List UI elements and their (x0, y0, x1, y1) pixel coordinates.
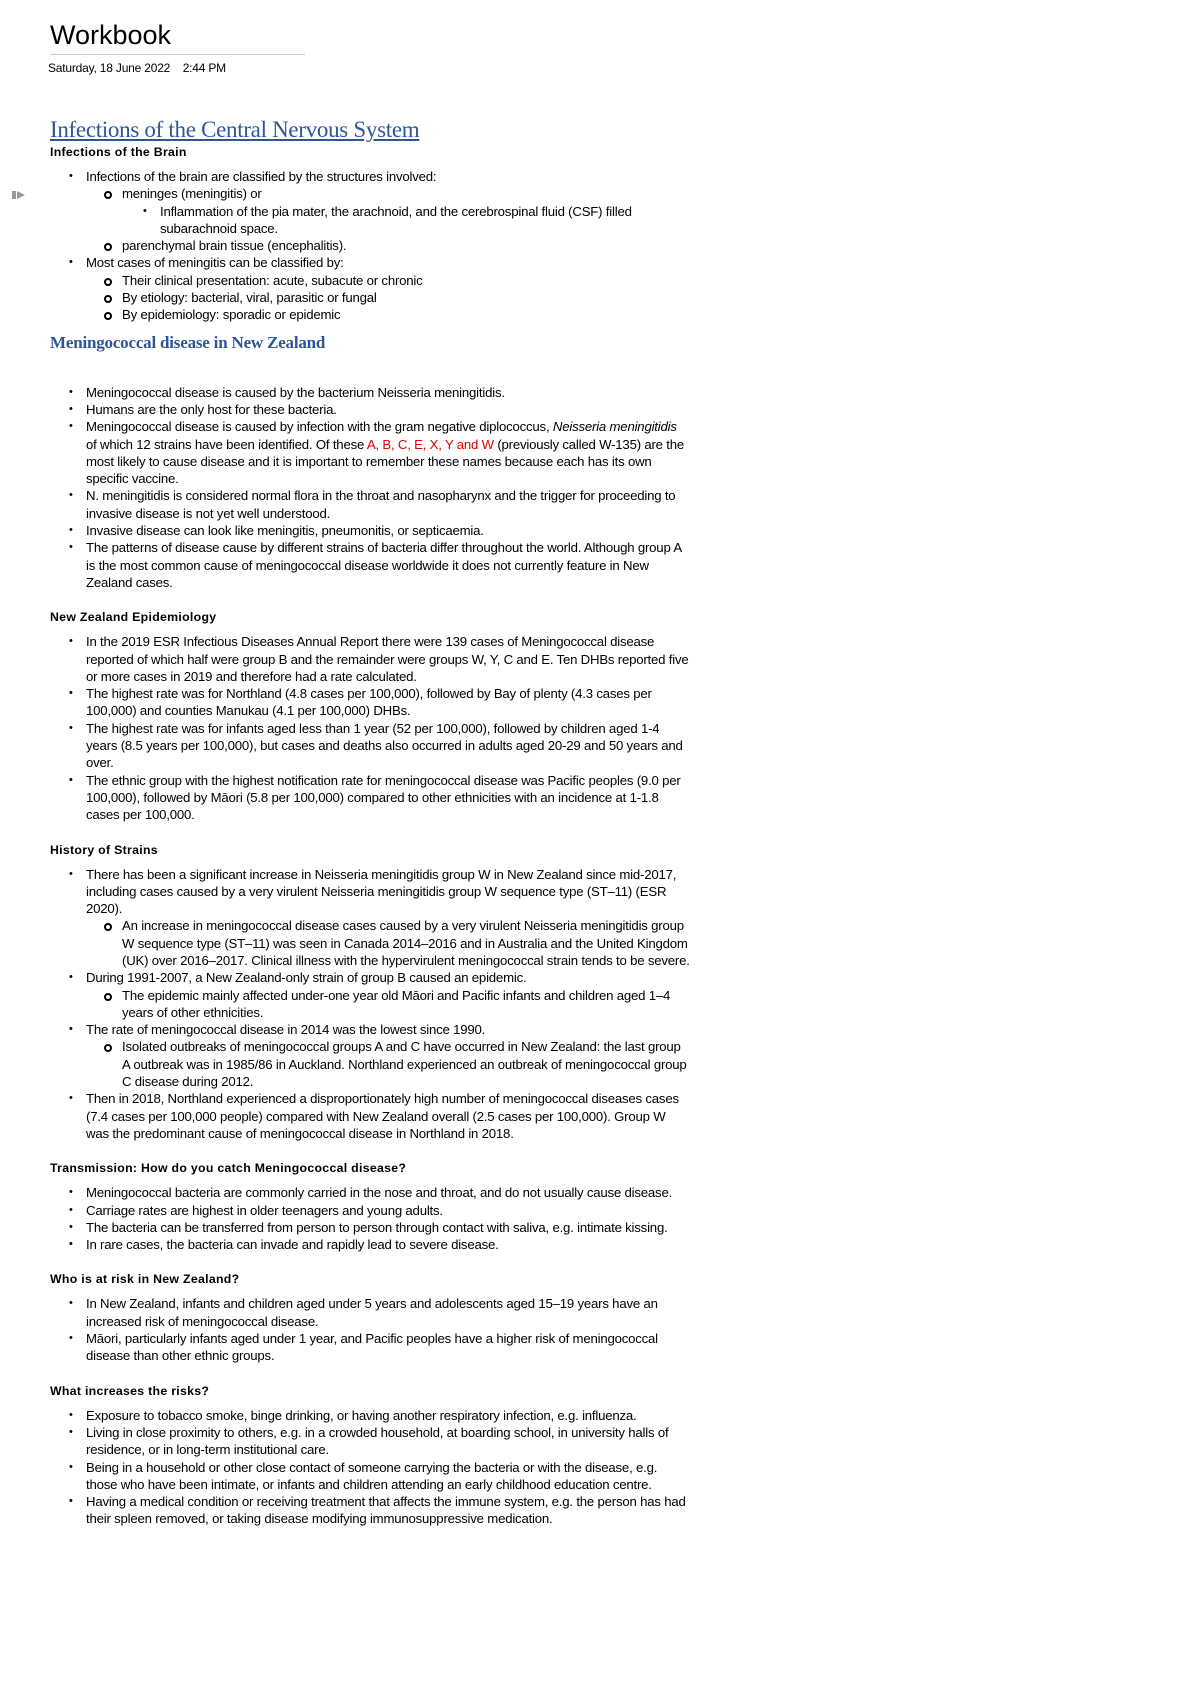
list-item: Isolated outbreaks of meningococcal groups A and C have occurred in New Zealand: the last group A outbreak was in 1985/86 in Auckland. Northland experienced an outbreak of meningococcal group C disease during 2012. (50, 1038, 690, 1090)
meninges-detail-list (50, 203, 690, 238)
page-timestamp (48, 61, 226, 75)
meningitis-list (50, 254, 690, 271)
history-list (50, 866, 690, 918)
highlighted-strains: A, B, C, E, X, Y and W (366, 436, 494, 452)
classification-list (50, 272, 690, 324)
list-item: • Meningococcal disease is caused by the bacterium Neisseria meningitidis. (50, 384, 690, 401)
text-run: (previously called W-135) are the most likely to cause disease and it is important to remember these names because each has its own specific vaccine. (86, 436, 685, 487)
heading-meningococcal-nz: Meningococcal disease in New Zealand (50, 332, 326, 352)
infections-list (50, 168, 690, 185)
history-list-2 (50, 969, 690, 986)
heading-history-strains: History of Strains (50, 842, 158, 857)
list-item: • The highest rate was for Northland (4.8 cases per 100,000), followed by Bay of plenty (4.3 cases per 100,000) and counties Manukau (4.1 per 100,000) DHBs. (50, 685, 690, 720)
list-item: Their clinical presentation: acute, subacute or chronic (50, 272, 690, 289)
note-content[interactable] (50, 116, 690, 1528)
history-sublist (50, 917, 690, 969)
page-time: 2:44 PM (182, 61, 226, 75)
list-item: The epidemic mainly affected under-one year old Māori and Pacific infants and children aged 1–4 years of other ethnicities. (50, 987, 690, 1022)
risk-list (50, 1295, 690, 1364)
list-item: • The bacteria can be transferred from person to person through contact with saliva, e.g. intimate kissing. (50, 1219, 690, 1236)
transmission-list (50, 1184, 690, 1253)
list-item: • There has been a significant increase in Neisseria meningitidis group W in New Zealand since mid-2017, including cases caused by a very virulent Neisseria meningitidis group W sequence type (ST–11) (ESR 2020). (50, 866, 690, 918)
expand-arrow-icon[interactable] (17, 191, 25, 199)
list-item: An increase in meningococcal disease cases caused by a very virulent Neisseria meningitidis group W sequence type (ST–11) was seen in Canada 2014–2016 and in Australia and the United Kingdom (UK) over 2016–2017. Clinical illness with the hypervirulent meningococcal strain tends to be severe. (50, 917, 690, 969)
structures-list (50, 185, 690, 202)
heading-risk-factors: What increases the risks? (50, 1383, 210, 1398)
heading-who-at-risk: Who is at risk in New Zealand? (50, 1272, 240, 1287)
list-item: • Infections of the brain are classified by the structures involved: (50, 168, 690, 185)
list-item: • In New Zealand, infants and children aged under 5 years and adolescents aged 15–19 years have an increased risk of meningococcal disease. (50, 1295, 690, 1330)
structures-list-2 (50, 237, 690, 254)
history-sublist-3 (50, 1038, 690, 1090)
list-item: • Having a medical condition or receiving treatment that affects the immune system, e.g. the person has had their spleen removed, or taking disease modifying immunosuppressive medication. (50, 1493, 690, 1528)
list-item: • The ethnic group with the highest notification rate for meningococcal disease was Pacific peoples (9.0 per 100,000), followed by Māori (5.8 per 100,000) compared to other ethnicities with an incidence at 1-1.8 cases per 100,000. (50, 772, 690, 824)
text-run: Meningococcal disease is caused by infection with the gram negative diplococcus, (86, 419, 553, 435)
page-title[interactable]: Workbook (50, 18, 305, 55)
list-item: • The highest rate was for infants aged less than 1 year (52 per 100,000), followed by children aged 1-4 years (8.5 years per 100,000), but cases and deaths also occurred in adults aged 20-29 and 50 years and over. (50, 720, 690, 772)
collapse-handle-icon[interactable] (12, 191, 16, 199)
risk-factors-list (50, 1407, 690, 1528)
list-item: • N. meningitidis is considered normal flora in the throat and nasopharynx and the trigger for proceeding to invasive disease is not yet well understood. (50, 487, 690, 522)
list-item (50, 418, 690, 487)
list-item: • The patterns of disease cause by different strains of bacteria differ throughout the world. Although group A is the most common cause of meningococcal disease worldwide it does not currently feature in New Zealand cases. (50, 539, 690, 591)
list-item: • The rate of meningococcal disease in 2014 was the lowest since 1990. (50, 1021, 690, 1038)
list-item: • In rare cases, the bacteria can invade and rapidly lead to severe disease. (50, 1236, 690, 1253)
page-date: Saturday, 18 June 2022 (48, 61, 171, 75)
list-item: • Invasive disease can look like meningitis, pneumonitis, or septicaemia. (50, 522, 690, 539)
list-item: • Then in 2018, Northland experienced a disproportionately high number of meningococcal diseases cases (7.4 cases per 100,000 people) compared with New Zealand overall (2.5 cases per 100,000). Group W was the predominant cause of meningococcal disease in Northland in 2018. (50, 1090, 690, 1142)
history-list-4 (50, 1090, 690, 1142)
list-item: • Being in a household or other close contact of someone carrying the bacteria or with the disease, e.g. those who have been intimate, or infants and children attending an early childhood education centre. (50, 1459, 690, 1494)
list-item: • During 1991-2007, a New Zealand-only strain of group B caused an epidemic. (50, 969, 690, 986)
subheading-infections-brain: Infections of the Brain (50, 145, 187, 159)
heading-infections-cns: Infections of the Central Nervous System (50, 117, 420, 142)
list-item: By epidemiology: sporadic or epidemic (50, 306, 690, 323)
heading-transmission: Transmission: How do you catch Meningococcal disease? (50, 1161, 407, 1176)
list-item: • Most cases of meningitis can be classified by: (50, 254, 690, 271)
list-item: By etiology: bacterial, viral, parasitic or fungal (50, 289, 690, 306)
list-item: • Carriage rates are highest in older teenagers and young adults. (50, 1202, 690, 1219)
list-item: • Māori, particularly infants aged under 1 year, and Pacific peoples have a higher risk of meningococcal disease than other ethnic groups. (50, 1330, 690, 1365)
history-list-3 (50, 1021, 690, 1038)
list-item: • Living in close proximity to others, e.g. in a crowded household, at boarding school, in university halls of residence, or in long-term institutional care. (50, 1424, 690, 1459)
list-item-text: meninges (meningitis) or (122, 186, 262, 202)
list-item: • Meningococcal bacteria are commonly carried in the nose and throat, and do not usually cause disease. (50, 1184, 690, 1201)
list-item (50, 185, 690, 202)
list-item: • Humans are the only host for these bacteria. (50, 401, 690, 418)
list-item: • Inflammation of the pia mater, the arachnoid, and the cerebrospinal fluid (CSF) filled subarachnoid space. (50, 203, 690, 238)
italic-species-name: Neisseria meningitidis (552, 419, 677, 435)
history-sublist-2 (50, 987, 690, 1022)
list-item: • In the 2019 ESR Infectious Diseases Annual Report there were 139 cases of Meningococcal disease reported of which half were group B and the remainder were groups W, Y, C and E. Ten DHBs reported five or more cases in 2019 and therefore had a rate calculated. (50, 633, 690, 685)
epidemiology-list (50, 633, 690, 823)
heading-nz-epidemiology: New Zealand Epidemiology (50, 610, 217, 625)
list-item: • Exposure to tobacco smoke, binge drinking, or having another respiratory infection, e.g. influenza. (50, 1407, 690, 1424)
text-run: of which 12 strains have been identified. Of these (86, 436, 367, 452)
list-item: parenchymal brain tissue (encephalitis). (50, 237, 690, 254)
meningococcal-list (50, 384, 690, 592)
